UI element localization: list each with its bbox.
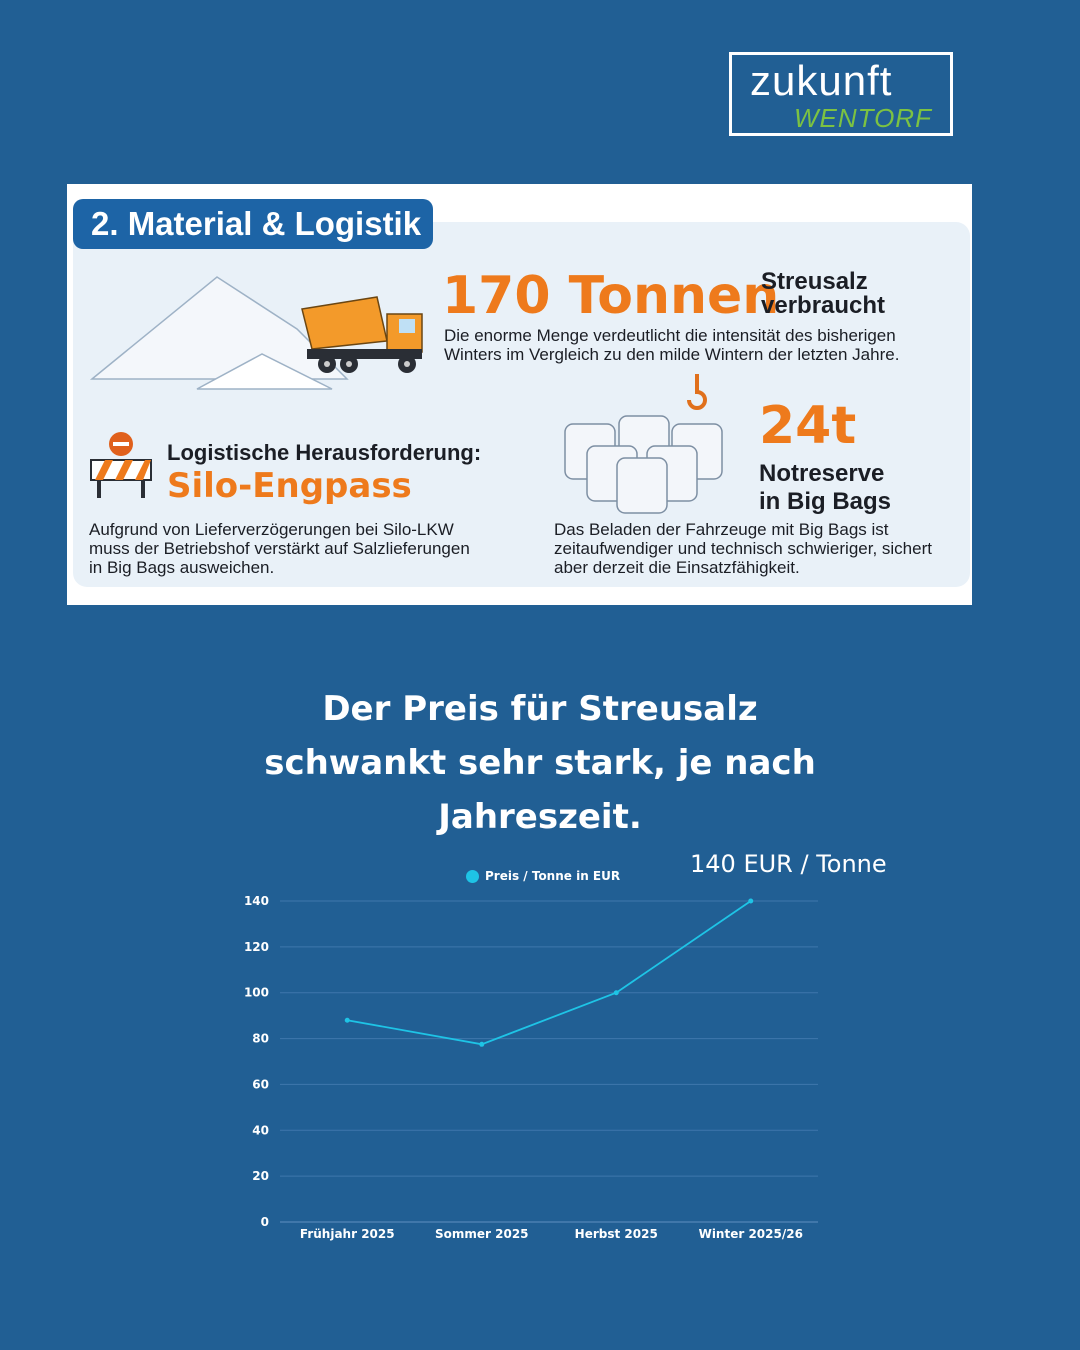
logo-wordmark: zukunft: [750, 57, 893, 104]
tons-value: 170 Tonnen: [442, 266, 780, 326]
headline-line-3: Jahreszeit.: [438, 797, 642, 837]
reserve-value: 24t: [759, 396, 857, 456]
headline-line-1: Der Preis für Streusalz: [322, 689, 758, 729]
price-annotation: 140 EUR / Tonne: [690, 850, 887, 878]
tons-description-2: Winters im Vergleich zu den milde Wintern der letzten Jahre.: [444, 345, 900, 364]
data-point: [748, 899, 753, 904]
logistics-highlight: Silo-Engpass: [167, 466, 412, 506]
y-tick-label: 140: [243, 894, 269, 908]
x-tick-label: Herbst 2025: [574, 1227, 658, 1241]
section-title: 2. Material & Logistik: [73, 199, 433, 249]
reserve-description-3: aber derzeit die Einsatzfähigkeit.: [554, 558, 800, 577]
logo-subline: WENTORF: [794, 103, 932, 133]
y-tick-label: 0: [260, 1215, 269, 1229]
reserve-description-2: zeitaufwendiger und technisch schwieriger, sichert: [554, 539, 932, 558]
headline-line-2: schwankt sehr stark, je nach: [264, 743, 816, 783]
logistics-title: Logistische Herausforderung:: [167, 440, 482, 465]
data-point: [345, 1018, 350, 1023]
series-line: [347, 901, 751, 1044]
data-point: [479, 1042, 484, 1047]
x-tick-label: Sommer 2025: [434, 1227, 529, 1241]
reserve-label-1: Notreserve: [759, 460, 885, 487]
tons-label-1: Streusalz: [761, 268, 868, 295]
x-tick-label: Frühjahr 2025: [299, 1227, 395, 1241]
reserve-description-1: Das Beladen der Fahrzeuge mit Big Bags ist: [554, 520, 889, 539]
tons-label-2: verbraucht: [761, 292, 886, 319]
y-tick-label: 120: [243, 939, 269, 954]
y-tick-label: 100: [243, 985, 269, 1000]
tons-description-1: Die enorme Menge verdeutlicht die intensität des bisherigen: [444, 326, 896, 345]
legend-label: Preis / Tonne in EUR: [485, 869, 621, 883]
reserve-label-2: in Big Bags: [759, 488, 892, 515]
logistics-description-3: in Big Bags ausweichen.: [89, 558, 275, 577]
y-tick-label: 60: [252, 1077, 269, 1092]
x-tick-label: Winter 2025/26: [698, 1227, 803, 1241]
y-tick-label: 40: [252, 1123, 269, 1138]
y-tick-label: 80: [252, 1031, 269, 1046]
logistics-description-2: muss der Betriebshof verstärkt auf Salzlieferungen: [89, 539, 470, 558]
data-point: [614, 990, 619, 995]
y-tick-label: 20: [252, 1169, 269, 1184]
logistics-description-1: Aufgrund von Lieferverzögerungen bei Silo-LKW: [89, 520, 454, 539]
